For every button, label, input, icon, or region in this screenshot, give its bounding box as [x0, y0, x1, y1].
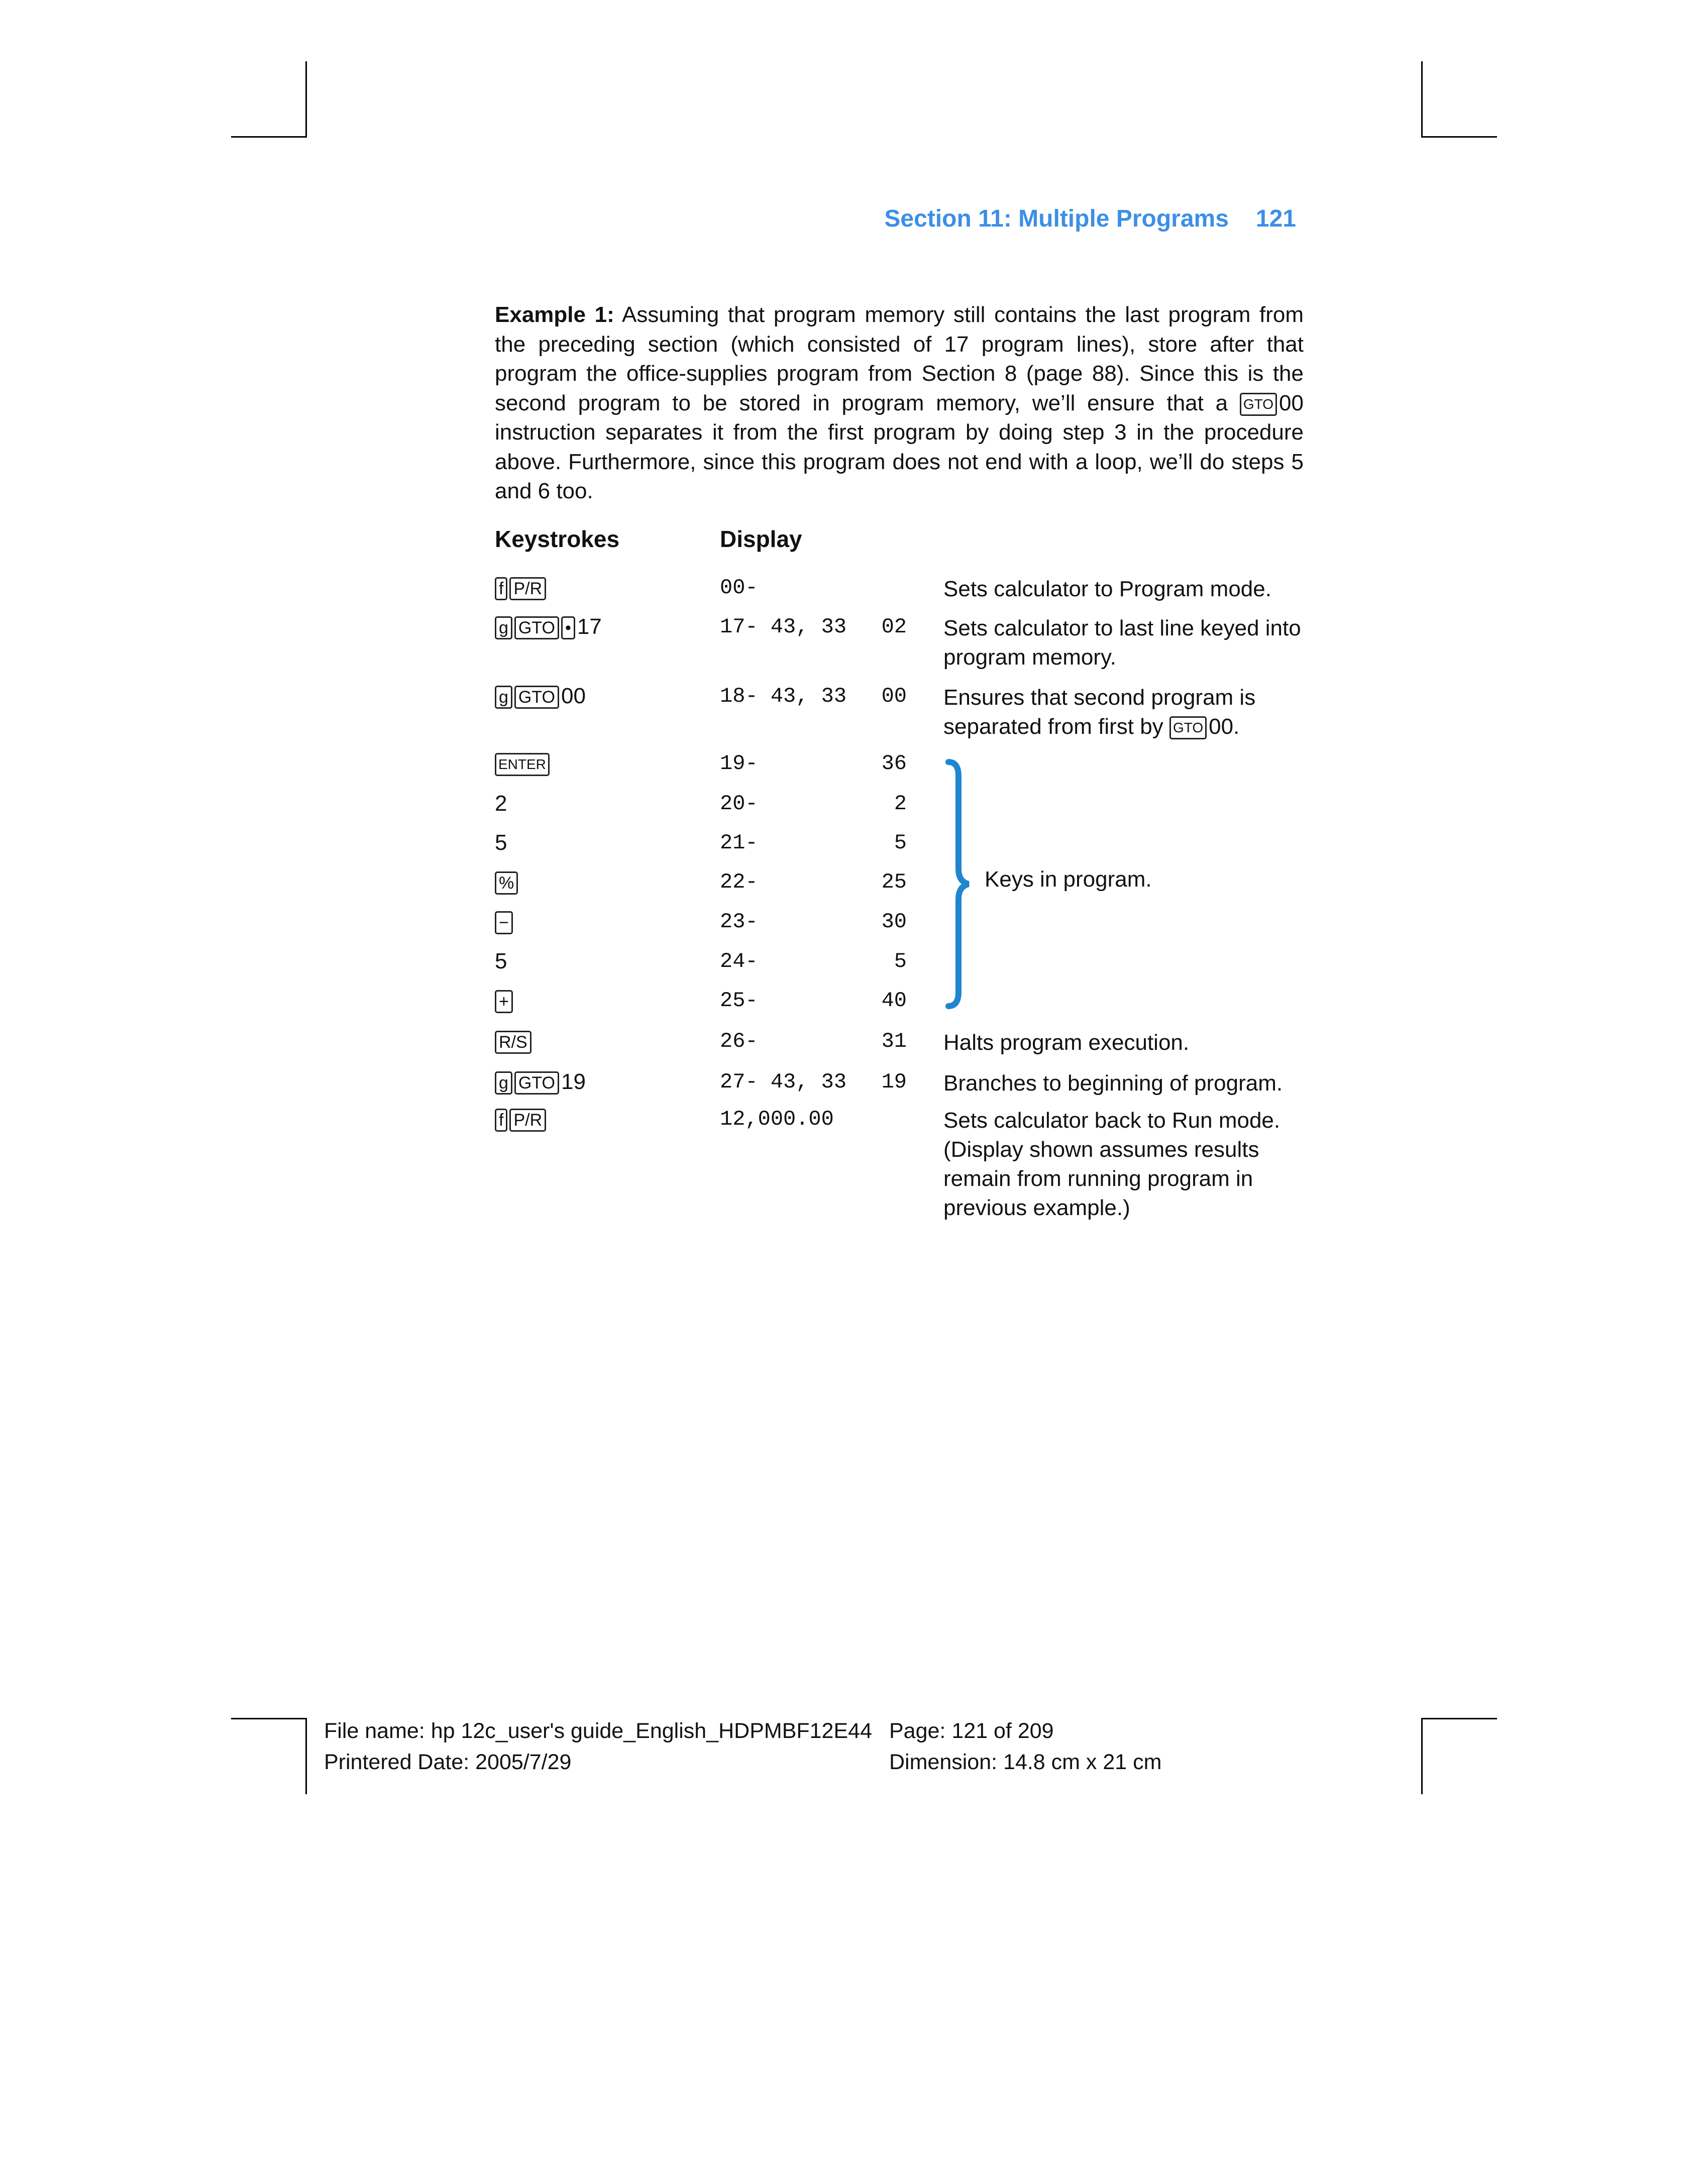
- example-lead: Example 1:: [495, 302, 614, 327]
- description-text: Sets calculator back to Run mode. (Display shown assumes results remain from running program in previous example.): [943, 1108, 1280, 1220]
- table-row: [495, 907, 1309, 937]
- keycode-cell: 25: [881, 870, 907, 894]
- keystroke-cell: [495, 748, 552, 779]
- page-number: 121: [1255, 205, 1296, 232]
- description-suffix: 00.: [1209, 714, 1240, 739]
- footer-printed-date: Printered Date: 2005/7/29: [324, 1750, 572, 1774]
- crop-mark-bottom-left-v: [305, 1718, 307, 1794]
- footer-left: [324, 1715, 872, 1778]
- keystroke-digits: 2: [495, 791, 507, 816]
- calculator-key-icon: f: [495, 577, 507, 600]
- display-cell: 17- 43, 33: [720, 615, 847, 639]
- description-cell: [943, 1106, 1310, 1223]
- keystroke-digits: 5: [495, 949, 507, 973]
- table-row: [495, 828, 1309, 858]
- footer-file-name: File name: hp 12c_user's guide_English_HDPMBF12E44: [324, 1719, 872, 1743]
- display-cell: 21-: [720, 831, 758, 855]
- description-text: Ensures that second program is separated from first by: [943, 685, 1256, 739]
- table-row: [495, 867, 1309, 897]
- keycode-cell: 02: [881, 615, 907, 639]
- description-cell: [943, 1069, 1310, 1098]
- keystroke-cell: [495, 573, 548, 603]
- display-cell: 20-: [720, 792, 758, 816]
- calculator-key-icon: P/R: [509, 1109, 546, 1132]
- table-row: [495, 681, 1309, 739]
- crop-mark-bottom-left-h: [231, 1718, 307, 1719]
- keystroke-digits: 19: [561, 1069, 586, 1094]
- example-text-1: Assuming that program memory still contains the last program from the preceding section (which consisted of 17 program lines), store after that program the office-supplies program from Section 8 (page 88). Since this is the second program to be stored in program memory, we’ll ensure that a: [495, 302, 1304, 415]
- calculator-key-icon: ENTER: [495, 753, 550, 776]
- calculator-key-icon: f: [495, 1109, 507, 1132]
- example-text-2: 00 instruction separates it from the first program by doing step 3 in the procedure above. Furthermore, since this program does not end with a loop, we’ll do steps 5 and 6 too.: [495, 390, 1304, 503]
- display-cell: 00-: [720, 576, 758, 600]
- keystroke-cell: [495, 946, 507, 976]
- calculator-key-icon: •: [561, 616, 575, 639]
- display-cell: 19-: [720, 751, 758, 776]
- keystroke-cell: [495, 789, 507, 819]
- example-paragraph: [495, 300, 1304, 506]
- display-cell: 27- 43, 33: [720, 1070, 847, 1094]
- table-row: [495, 612, 1309, 670]
- table-row: [495, 789, 1309, 819]
- crop-mark-top-right-h: [1421, 136, 1497, 138]
- calculator-key-icon: P/R: [509, 577, 546, 600]
- calculator-key-icon: R/S: [495, 1031, 531, 1054]
- calculator-key-icon: GTO: [514, 686, 559, 709]
- display-cell: 25-: [720, 989, 758, 1013]
- display-cell: 18- 43, 33: [720, 684, 847, 708]
- keystroke-cell: [495, 1104, 548, 1134]
- display-cell: 12,000.00: [720, 1107, 834, 1131]
- description-text: Halts program execution.: [943, 1030, 1190, 1055]
- display-header: Display: [720, 526, 802, 552]
- description-cell: [943, 614, 1310, 672]
- keystroke-digits: 00: [561, 684, 586, 708]
- description-text: Branches to beginning of program.: [943, 1071, 1283, 1096]
- table-row: [495, 986, 1309, 1016]
- gto-key-icon: GTO: [1169, 716, 1207, 739]
- table-row: [495, 946, 1309, 976]
- calculator-key-icon: GTO: [514, 616, 559, 639]
- keycode-cell: 40: [881, 989, 907, 1013]
- keystroke-cell: [495, 986, 515, 1016]
- description-text: Sets calculator to last line keyed into program memory.: [943, 616, 1301, 670]
- display-cell: 23-: [720, 910, 758, 934]
- calculator-key-icon: +: [495, 990, 513, 1013]
- keystrokes-header: Keystrokes: [495, 526, 620, 552]
- keycode-cell: 31: [881, 1029, 907, 1053]
- keystroke-cell: [495, 828, 507, 858]
- table-row: [495, 1026, 1309, 1056]
- gto-key-icon: GTO: [1240, 393, 1277, 416]
- brace-label: Keys in program.: [985, 867, 1152, 892]
- keycode-cell: 00: [881, 684, 907, 708]
- table-row: [495, 1104, 1309, 1220]
- page-header: [884, 205, 1296, 233]
- crop-mark-top-left-v: [305, 61, 307, 138]
- keycode-cell: 36: [881, 751, 907, 776]
- table-row: [495, 748, 1309, 779]
- crop-mark-bottom-right-h: [1421, 1718, 1497, 1719]
- keycode-cell: 2: [894, 792, 907, 816]
- display-cell: 22-: [720, 870, 758, 894]
- crop-mark-top-left-h: [231, 136, 307, 138]
- keystroke-cell: [495, 867, 520, 897]
- calculator-key-icon: %: [495, 871, 518, 895]
- calculator-key-icon: g: [495, 1071, 512, 1095]
- table-row: [495, 573, 1309, 603]
- keycode-cell: 5: [894, 949, 907, 973]
- keystroke-cell: [495, 681, 586, 711]
- keycode-cell: 5: [894, 831, 907, 855]
- calculator-key-icon: g: [495, 616, 512, 639]
- description-cell: [943, 1028, 1310, 1057]
- keycode-cell: 30: [881, 910, 907, 934]
- section-title: Section 11: Multiple Programs: [884, 205, 1229, 232]
- keycode-cell: 19: [881, 1070, 907, 1094]
- keystroke-cell: [495, 1067, 586, 1097]
- calculator-key-icon: GTO: [514, 1071, 559, 1095]
- description-cell: [943, 575, 1310, 604]
- description-cell: [943, 683, 1310, 741]
- keystroke-digits: 5: [495, 830, 507, 855]
- crop-mark-top-right-v: [1421, 61, 1423, 138]
- description-text: Sets calculator to Program mode.: [943, 577, 1271, 601]
- display-cell: 24-: [720, 949, 758, 973]
- footer-dimension: Dimension: 14.8 cm x 21 cm: [889, 1750, 1162, 1774]
- display-cell: 26-: [720, 1029, 758, 1053]
- footer-page: Page: 121 of 209: [889, 1719, 1054, 1743]
- keystroke-digits: 17: [577, 614, 602, 639]
- brace-icon: [944, 756, 980, 1012]
- table-row: [495, 1067, 1309, 1097]
- keystroke-cell: [495, 1026, 533, 1056]
- keystroke-cell: [495, 612, 602, 642]
- calculator-key-icon: −: [495, 911, 513, 934]
- keystroke-cell: [495, 907, 515, 937]
- calculator-key-icon: g: [495, 686, 512, 709]
- footer-right: [889, 1715, 1161, 1778]
- crop-mark-bottom-right-v: [1421, 1718, 1423, 1794]
